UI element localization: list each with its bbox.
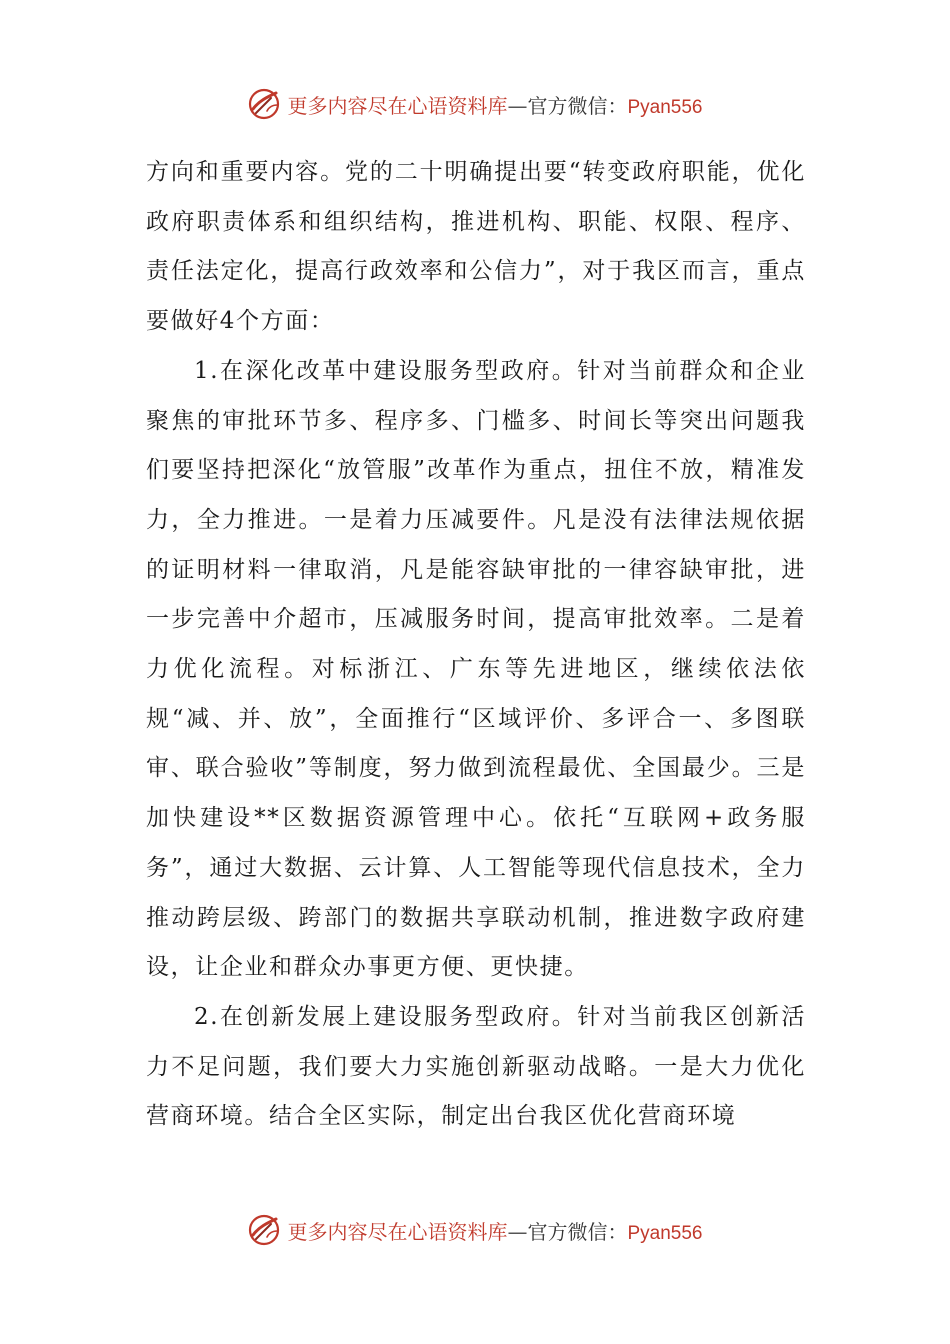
watermark-main-text: 更多内容尽在心语资料库 [287, 1219, 508, 1244]
watermark-wechat-id: Pyan556 [627, 1222, 703, 1244]
paragraph-intro: 方向和重要内容。党的二十明确提出要“转变政府职能，优化政府职责体系和组织结构，推进机构、职能、权限、程序、责任法定化，提高行政效率和公信力”，对于我区而言，重点要做好4个方面： [146, 159, 806, 335]
header-watermark-banner [0, 82, 950, 126]
watermark-text [287, 90, 702, 119]
watermark-dash: — [507, 1219, 528, 1244]
paragraph-point-1: 1.在深化改革中建设服务型政府。针对当前群众和企业聚焦的审批环节多、程序多、门槛多、时间长等突出问题我们要坚持把深化“放管服”改革作为重点，扭住不放，精准发力，全力推进。一是着力压减要件。凡是没有法律法规依据的证明材料一律取消，凡是能容缺审批的一律容缺审批，进一步完善中介超市，压减服务时间，提高审批效率。二是着力优化流程。对标浙江、广东等先进地区，继续依法依规“减、并、放”，全面推行“区域评价、多评合一、多图联审、联合验收”等制度，努力做到流程最优、全国最少。三是加快建设**区数据资源管理中心。依托“互联网+政务服务”，通过大数据、云计算、人工智能等现代信息技术，全力推动跨层级、跨部门的数据共享联动机制，推进数字政府建设，让企业和群众办事更方便、更快捷。 [146, 357, 806, 981]
watermark-main-text: 更多内容尽在心语资料库 [287, 93, 508, 118]
document-body [146, 148, 806, 1142]
watermark-wechat-label: 官方微信： [527, 93, 628, 118]
footer-watermark-banner [0, 1208, 950, 1252]
ink-brush-logo-icon [247, 1213, 281, 1247]
watermark-wechat-label: 官方微信： [527, 1219, 628, 1244]
watermark-text [287, 1216, 702, 1245]
paragraph-point-2: 2.在创新发展上建设服务型政府。针对当前我区创新活力不足问题，我们要大力实施创新驱动战略。一是大力优化营商环境。结合全区实际，制定出台我区优化营商环境 [146, 1003, 806, 1130]
ink-brush-logo-icon [247, 87, 281, 121]
watermark-wechat-id: Pyan556 [627, 96, 703, 118]
watermark-dash: — [507, 93, 528, 118]
